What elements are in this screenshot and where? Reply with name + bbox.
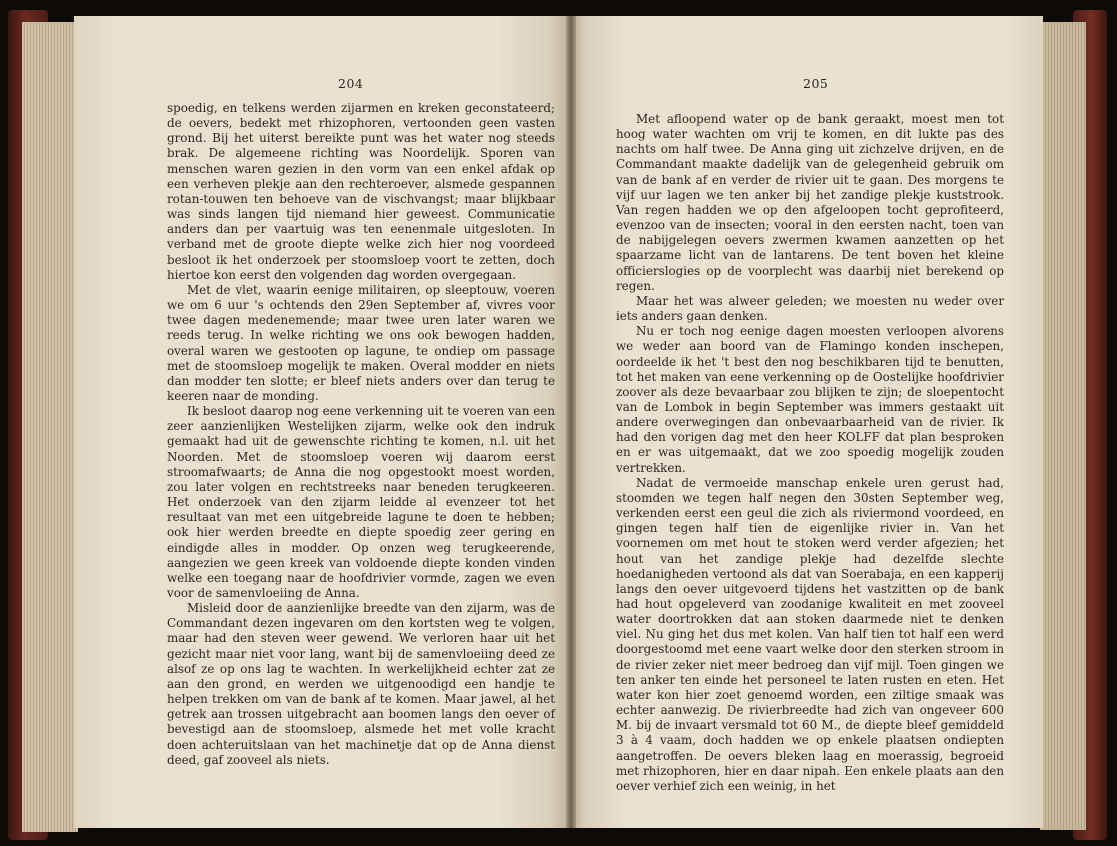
page-number-right: 205 bbox=[803, 76, 829, 91]
paragraph: Met afloopend water op de bank geraakt, moest men tot hoog water wachten om vrij te komen, en dit lukte pas des nachts om half twee. De Anna ging uit zichzelve drijven, en de Commandant maakte dadelijk van de gelegenheid gebruik om van de bank af en verder de rivier uit te gaan. Des morgens te vijf uur lagen we ten anker bij het zandige plekje kuststrook. Van regen hadden we op den afgeloopen tocht geprofiteerd, evenzoo van de insecten; vooral in den eersten nacht, toen van de nabijgelegen oevers zwermen kwamen aanzetten op het spaarzame licht van de lantarens. De tent boven het kleine officierslogies op de voorplecht was daarbij niet berekend op regen. bbox=[616, 112, 1004, 293]
paragraph: Nu er toch nog eenige dagen moesten verloopen alvorens we weder aan boord van de Flamingo konden inschepen, oordeelde ik het 't best den nog beschikbaren tijd te benutten, tot het maken van eene verkenning op de Oostelijke hoofdrivier zoover als deze bevaarbaar zou blijken te zijn; de sloepentocht van de Lombok in begin September was immers gestaakt uit andere overwegingen dan onbevaarbaarheid van de rivier. Ik had den vorigen dag met den heer KOLFF dat plan besproken en er was uitgemaakt, dat we zoo spoedig mogelijk zouden vertrekken. bbox=[616, 324, 1004, 475]
paragraph: Nadat de vermoeide manschap enkele uren gerust had, stoomden we tegen half negen den 30sten September weg, verkenden eerst een geul die zich als riviermond voordeed, en gingen tegen half tien de eigenlijke rivier in. Van het voornemen om met hout te stoken werd verder afgezien; het hout van het zandige plekje had dezelfde slechte hoedanigheden vertoond als dat van Soerabaja, en een kapperij langs den oever uitgevoerd tijdens het vastzitten op de bank had hout opgeleverd van zoodanige kwaliteit en met zooveel water doortrokken dat aan stoken daarmede niet te denken viel. Nu ging het dus met kolen. Van half tien tot half een werd doorgestoomd met eene vaart welke door den sterken stroom in de rivier zeker niet meer bedroeg dan vijf mijl. Toen gingen we ten anker ten einde het personeel te laten rusten en eten. Het water kon hier zoet genoemd worden, een ziltige smaak was echter aanwezig. De rivierbreedte had zich van ongeveer 600 M. bij de invaart versmald tot 60 M., de diepte bleef gemiddeld 3 à 4 vaam, doch hadden we op enkele plaatsen ondiepten aangetroffen. De oevers bleken laag en moerassig, begroeid met rhizophoren, hier en daar nipah. Een enkele plaats aan den oever verhief zich een weinig, in het bbox=[616, 475, 1004, 793]
right-page bbox=[571, 16, 1043, 828]
page-number-left: 204 bbox=[338, 76, 364, 91]
page-stack-left bbox=[22, 22, 78, 832]
page-stack-right bbox=[1040, 22, 1086, 830]
right-page-text bbox=[616, 112, 1004, 794]
paragraph: Misleid door de aanzienlijke breedte van den zijarm, was de Commandant dezen ingevaren om den kortsten weg te volgen, maar had den steven weer gewend. We verloren haar uit het gezicht maar niet voor lang, want bij de samenvloeiing deed ze alsof ze op ons lag te wachten. In werkelijkheid echter zat ze aan den grond, en werden we uitgenoodigd een handje te helpen trekken om van de bank af te komen. Maar jawel, al het getrek aan trossen uitgebracht aan boomen langs den oever of bevestigd aan de stoomsloep, alsmede het met volle kracht doen achteruitslaan van het machinetje dat op de Anna dienst deed, gaf zooveel als niets. bbox=[167, 601, 555, 767]
paragraph: Ik besloot daarop nog eene verkenning uit te voeren van een zeer aanzienlijken Westelijken zijarm, welke ook den indruk gemaakt had uit de gewenschte richting te komen, n.l. uit het Noorden. Met de stoomsloep voeren wij daarom eerst stroomafwaarts; de Anna die nog opgestookt moest worden, zou later volgen en rechtstreeks naar beneden terugkeeren. Het onderzoek van den zijarm leidde al evenzeer tot het resultaat van met een uitgebreide lagune te doen te hebben; ook hier werden breedte en diepte spoedig zeer gering en eindigde alles in modder. Op onzen weg terugkeerende, aangezien we geen kreek van voldoende diepte konden vinden welke een toegang naar de hoofdrivier vormde, zagen we even voor de samenvloeiing de Anna. bbox=[167, 404, 555, 600]
left-page-text bbox=[167, 101, 555, 768]
paragraph: spoedig, en telkens werden zijarmen en kreken geconstateerd; de oevers, bedekt met rhizophoren, vertoonden geen vasten grond. Bij het uiterst bereikte punt was het water nog steeds brak. De algemeene richting was Noordelijk. Sporen van menschen waren gezien in den vorm van een enkel afdak op een verheven plekje aan den rechteroever, alsmede gespannen rotan-touwen ten behoeve van de vischvangst; maar blijkbaar was sinds langen tijd niemand hier geweest. Communicatie anders dan per vaartuig was ten eenenmale uitgesloten. In verband met de groote diepte welke zich hier nog voordeed besloot ik het onderzoek per stoomsloep voort te zetten, doch hiertoe kon eerst den volgenden dag worden overgegaan. bbox=[167, 101, 555, 282]
book-gutter bbox=[566, 16, 576, 828]
paragraph: Met de vlet, waarin eenige militairen, op sleeptouw, voeren we om 6 uur 's ochtends den 29en September af, vivres voor twee dagen medenemende; maar twee uren later waren we reeds terug. In welke richting we ons ook bewogen hadden, overal waren we gestooten op lagune, te ondiep om passage met de stoomsloep mogelijk te maken. Overal modder en niets dan modder ten slotte; er bleef niets anders over dan terug te keeren naar de monding. bbox=[167, 282, 555, 403]
left-page bbox=[74, 16, 571, 828]
paragraph: Maar het was alweer geleden; we moesten nu weder over iets anders gaan denken. bbox=[616, 293, 1004, 324]
